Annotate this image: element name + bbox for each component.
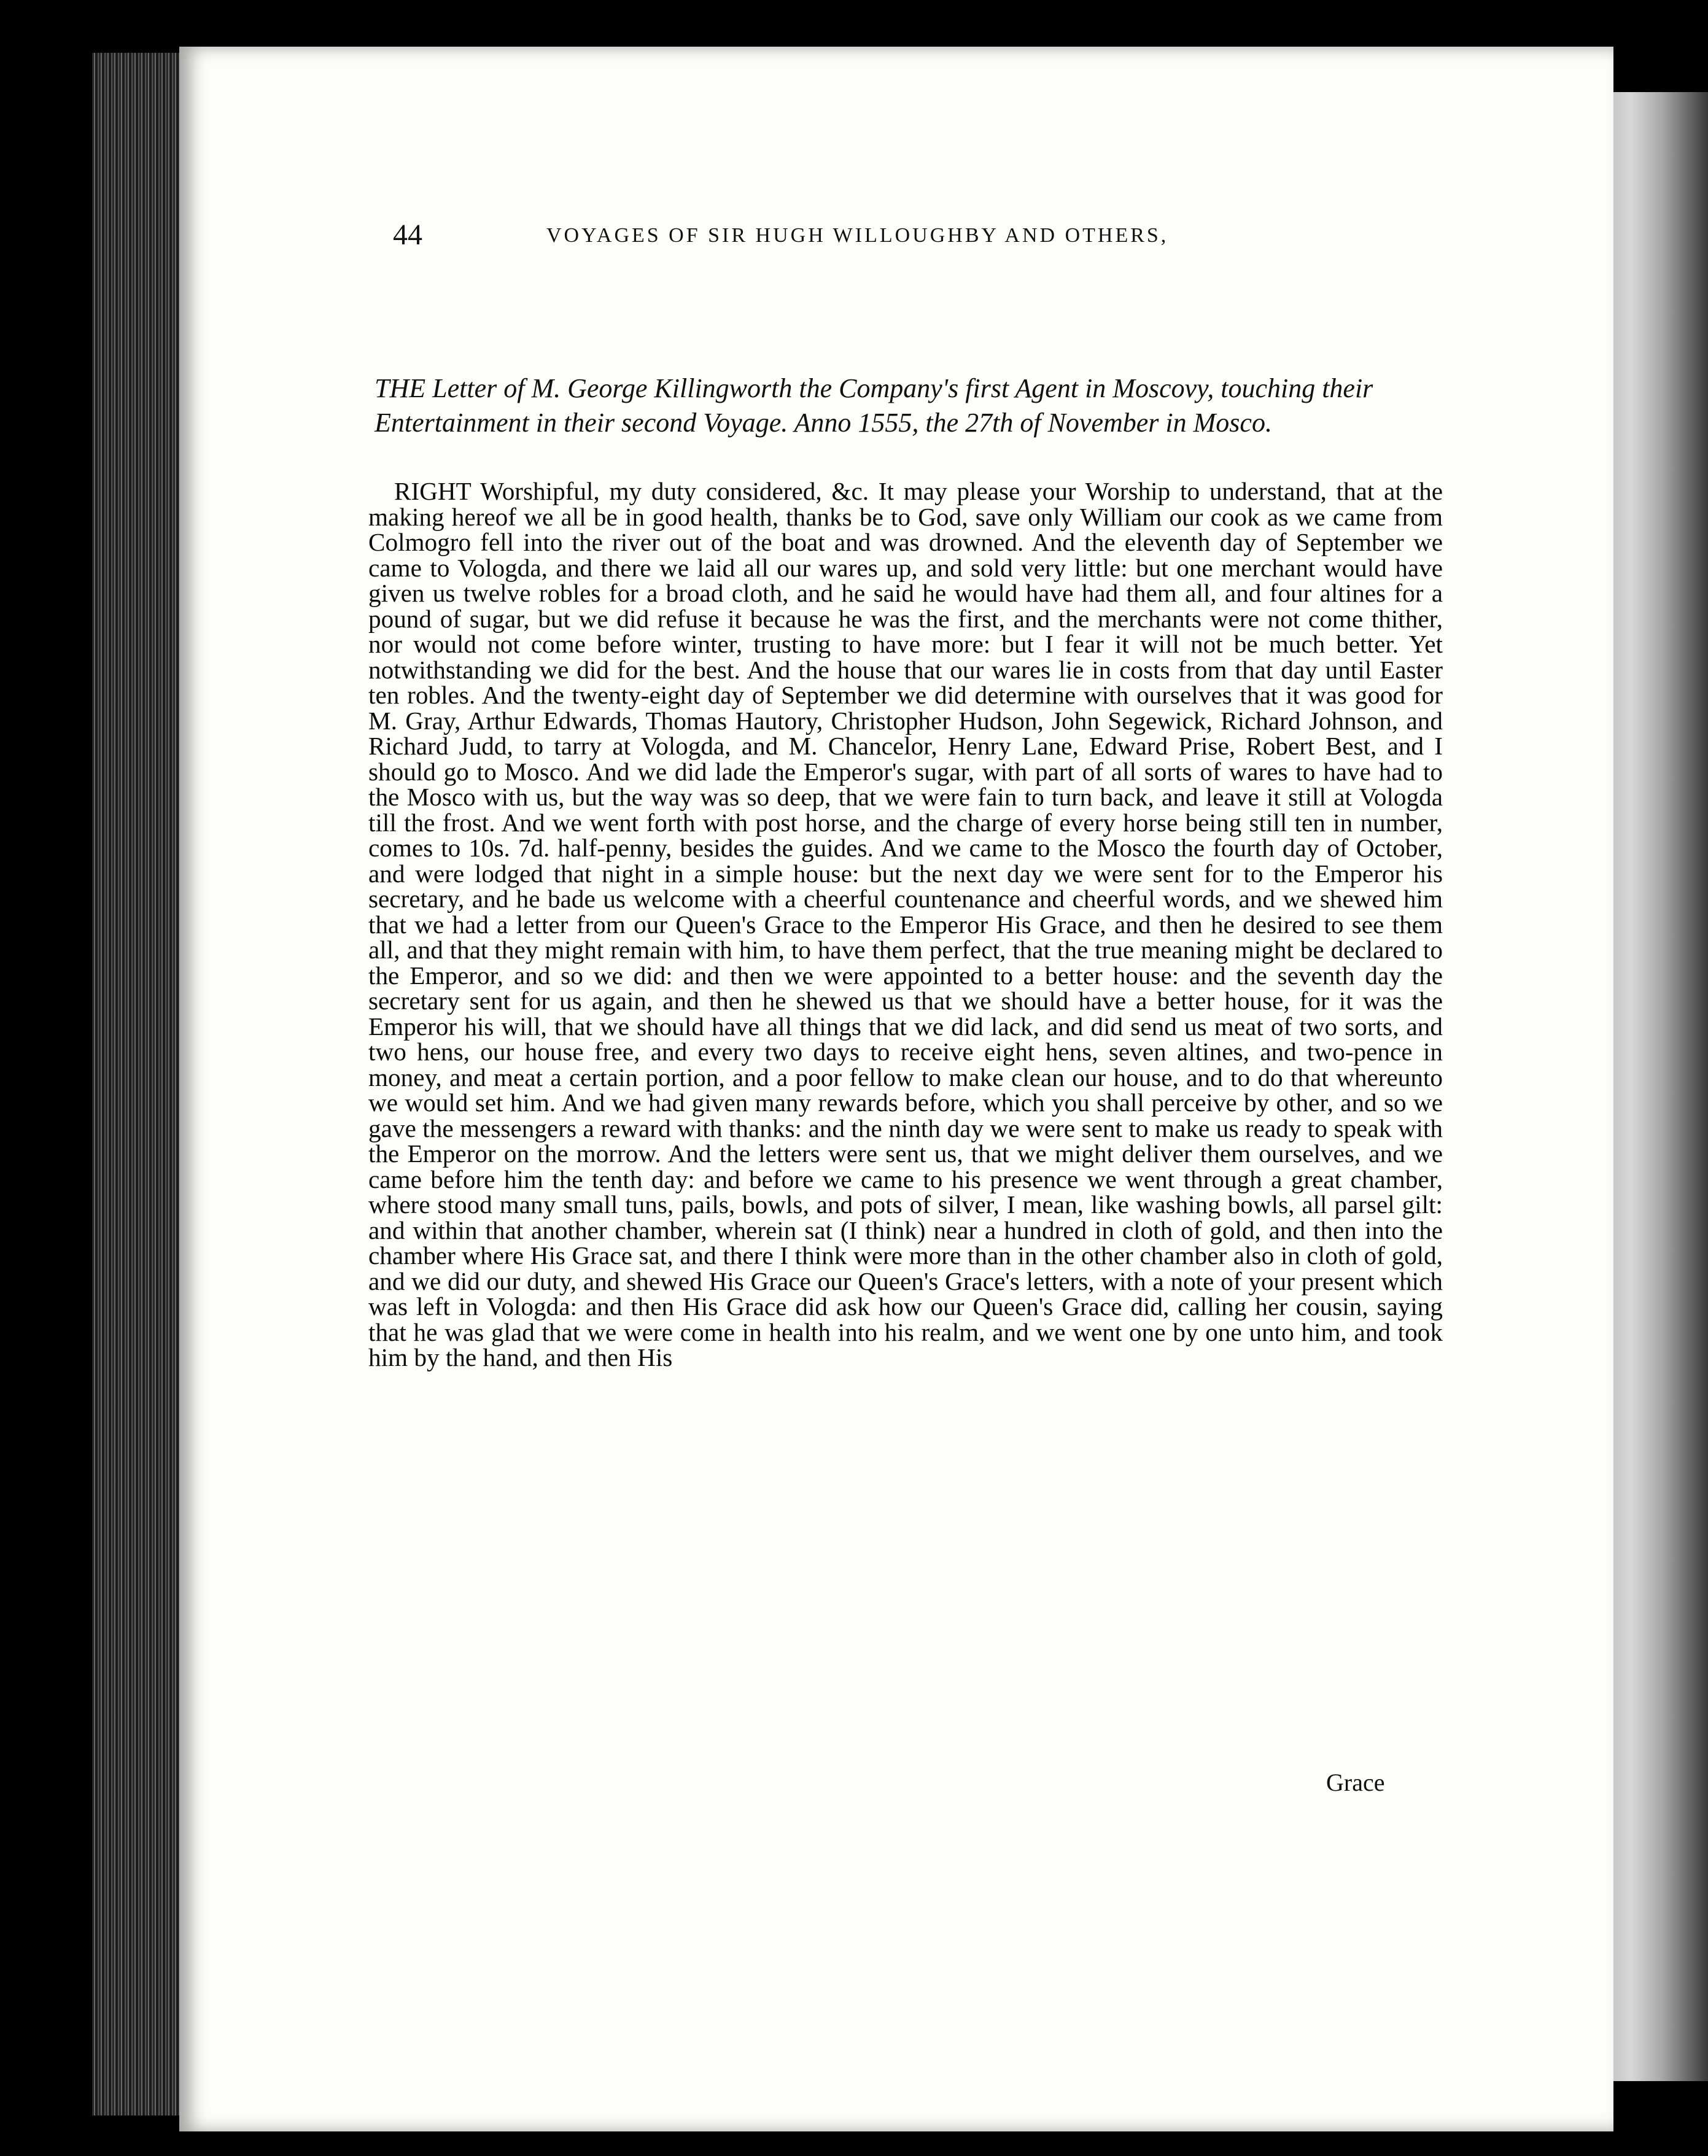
running-head bbox=[393, 218, 1277, 255]
page-number: 44 bbox=[393, 219, 422, 251]
letter-body: RIGHT Worshipful, my duty considered, &c. It may please your Worship to understand, that at the making hereof we all be in good health, thanks be to God, save only William our cook as we came from Colmogro fell into the river out of the boat and was drowned. And the eleventh day of September we came to Vologda, and there we laid all our wares up, and sold very little: but one merchant would have given us twelve robles for a broad cloth, and he said he would have had them all, and four altines for a pound of sugar, but we did refuse it because he was the first, and the merchants were not come thither, nor would not come before winter, trusting to have more: but I fear it will not be much better. Yet notwithstanding we did for the best. And the house that our wares lie in costs from that day until Easter ten robles. And the twenty-eight day of September we did determine with ourselves that it was good for M. Gray, Arthur Edwards, Thomas Hautory, Christopher Hudson, John Segewick, Richard Johnson, and Richard Judd, to tarry at Vologda, and M. Chancelor, Henry Lane, Edward Prise, Robert Best, and I should go to Mosco. And we did lade the Emperor's sugar, with part of all sorts of wares to have had to the Mosco with us, but the way was so deep, that we were fain to turn back, and leave it still at Vologda till the frost. And we went forth with post horse, and the charge of every horse being still ten in number, comes to 10s. 7d. half-penny, besides the guides. And we came to the Mosco the fourth day of October, and were lodged that night in a simple house: but the next day we were sent for to the Emperor his secretary, and he bade us welcome with a cheerful countenance and cheerful words, and we shewed him that we had a letter from our Queen's Grace to the Emperor His Grace, and then he desired to see them all, and that they might remain with him, to have them perfect, that the true meaning might be declared to the Emperor, and so we did: and then we were appointed to a better house: and the seventh day the secretary sent for us again, and then he shewed us that we should have a better house, for it was the Emperor his will, that we should have all things that we did lack, and did send us meat of two sorts, and two hens, our house free, and every two days to receive eight hens, seven altines, and two-pence in money, and meat a certain portion, and a poor fellow to make clean our house, and to do that whereunto we would set him. And we had given many rewards before, which you shall perceive by other, and so we gave the messengers a reward with thanks: and the ninth day we were sent to make us ready to speak with the Emperor on the morrow. And the letters were sent us, that we might deliver them ourselves, and we came before him the tenth day: and before we came to his presence we went through a great chamber, where stood many small tuns, pails, bowls, and pots of silver, I mean, like washing bowls, all parsel gilt: and within that another chamber, wherein sat (I think) near a hundred in cloth of gold, and then into the chamber where His Grace sat, and there I think were more than in the other chamber also in cloth of gold, and we did our duty, and shewed His Grace our Queen's Grace's letters, with a note of your present which was left in Vologda: and then His Grace did ask how our Queen's Grace did, calling her cousin, saying that he was glad that we were come in health into his realm, and we went one by one unto him, and took him by the hand, and then His bbox=[368, 477, 1443, 1371]
running-head-title: VOYAGES OF SIR HUGH WILLOUGHBY AND OTHERS, bbox=[546, 224, 1169, 247]
facing-page-edge bbox=[1606, 92, 1708, 2081]
letter-heading: THE Letter of M. George Killingworth the Company's first Agent in Moscovy, touching their Entertainment in their second Voyage. Anno 1555, the 27th of November in Mosco. bbox=[375, 373, 1373, 438]
bleed-through-text bbox=[413, 304, 1027, 329]
catchword: Grace bbox=[1326, 1769, 1385, 1796]
